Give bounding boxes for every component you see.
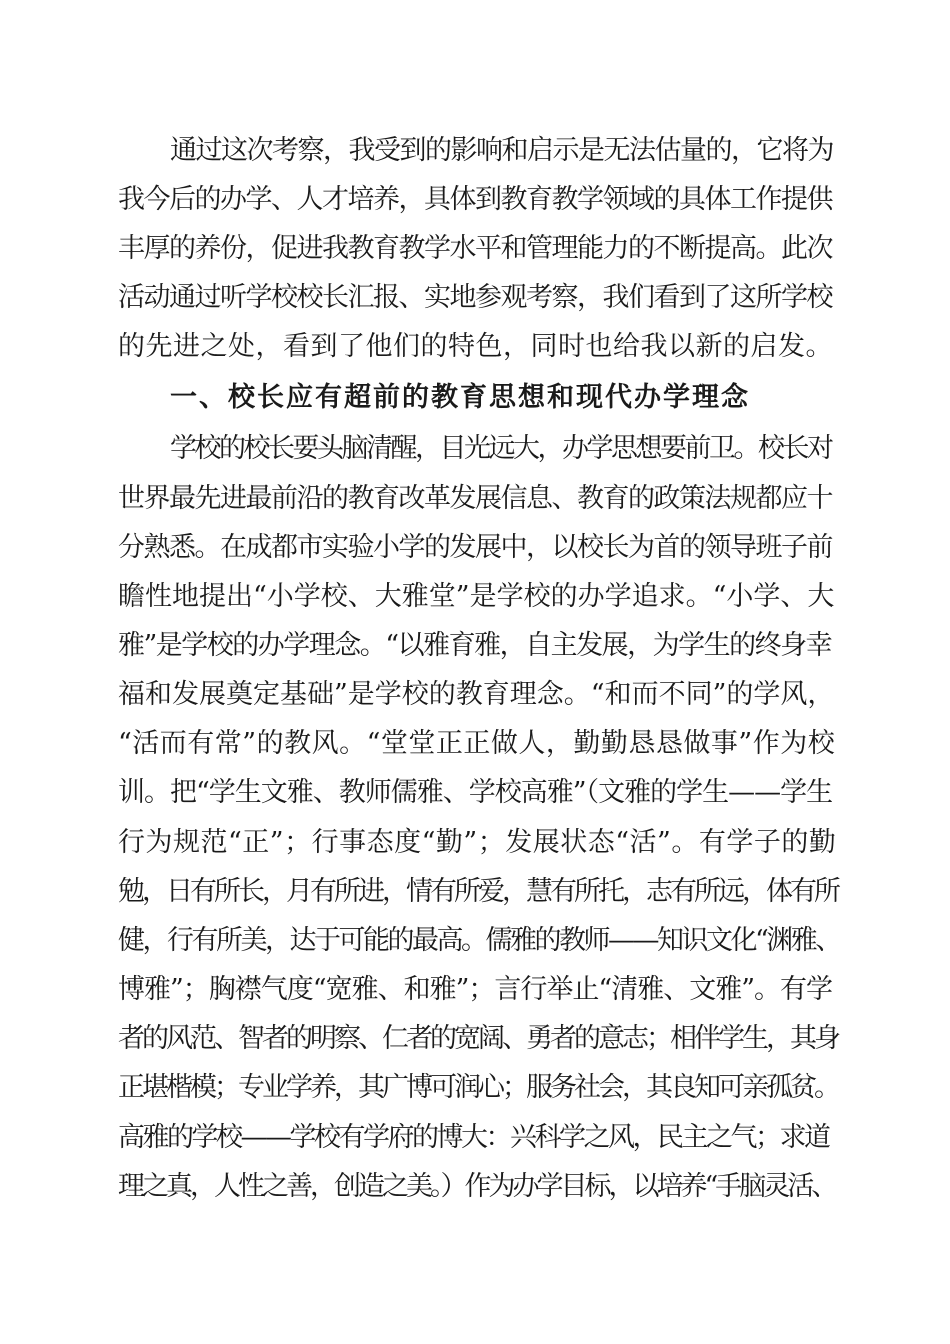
paragraph-line: 我今后的办学、人才培养，具体到教育教学领域的具体工作提供 bbox=[118, 184, 832, 215]
paragraph-line: 活动通过听学校校长汇报、实地参观考察，我们看到了这所学校 bbox=[118, 282, 832, 313]
paragraph-line: 健，行有所美，达于可能的最高。儒雅的教师——知识文化“渊雅、 bbox=[118, 925, 840, 956]
paragraph-line: 学校的校长要头脑清醒，目光远大，办学思想要前卫。校长对 bbox=[170, 433, 832, 464]
paragraph-line: 博雅”；胸襟气度“宽雅、和雅”；言行举止“清雅、文雅”。有学 bbox=[118, 974, 833, 1005]
paragraph-line: 世界最先进最前沿的教育改革发展信息、教育的政策法规都应十 bbox=[118, 483, 832, 514]
paragraph-line: 理之真，人性之善，创造之美。）作为办学目标，以培养“手脑灵活、 bbox=[118, 1171, 836, 1202]
paragraph-line: 丰厚的养份，促进我教育教学水平和管理能力的不断提高。此次 bbox=[118, 233, 832, 264]
paragraph-line: 福和发展奠定基础”是学校的教育理念。“和而不同”的学风， bbox=[118, 679, 835, 710]
section-heading: 一、校长应有超前的教育思想和现代办学理念 bbox=[170, 382, 750, 413]
paragraph-line: 通过这次考察，我受到的影响和启示是无法估量的，它将为 bbox=[170, 135, 833, 166]
paragraph-line: 行为规范“正”；行事态度“勤”；发展状态“活”。有学子的勤 bbox=[118, 827, 837, 858]
paragraph-line: 雅”是学校的办学理念。“以雅育雅，自主发展，为学生的终身幸 bbox=[118, 630, 832, 661]
paragraph-line: 瞻性地提出“小学校、大雅堂”是学校的办学追求。“小学、大 bbox=[118, 581, 835, 612]
paragraph-line: 分熟悉。在成都市实验小学的发展中，以校长为首的领导班子前 bbox=[118, 532, 832, 563]
paragraph-line: 训。把“学生文雅、教师儒雅、学校高雅”（文雅的学生——学生 bbox=[118, 777, 833, 808]
paragraph-line: 高雅的学校——学校有学府的博大：兴科学之风，民主之气；求道 bbox=[118, 1122, 829, 1153]
paragraph-line: 勉，日有所长，月有所进，情有所爱，慧有所托，志有所远，体有所 bbox=[118, 876, 838, 907]
paragraph-line: 者的风范、智者的明察、仁者的宽阔、勇者的意志；相伴学生，其身 bbox=[118, 1023, 838, 1054]
paragraph-line: “活而有常”的教风。“堂堂正正做人，勤勤恳恳做事”作为校 bbox=[118, 728, 836, 759]
paragraph-line: 的先进之处，看到了他们的特色，同时也给我以新的启发。 bbox=[118, 331, 833, 362]
paragraph-line: 正堪楷模；专业学养，其广博可润心；服务社会，其良知可亲孤贫。 bbox=[118, 1072, 838, 1103]
